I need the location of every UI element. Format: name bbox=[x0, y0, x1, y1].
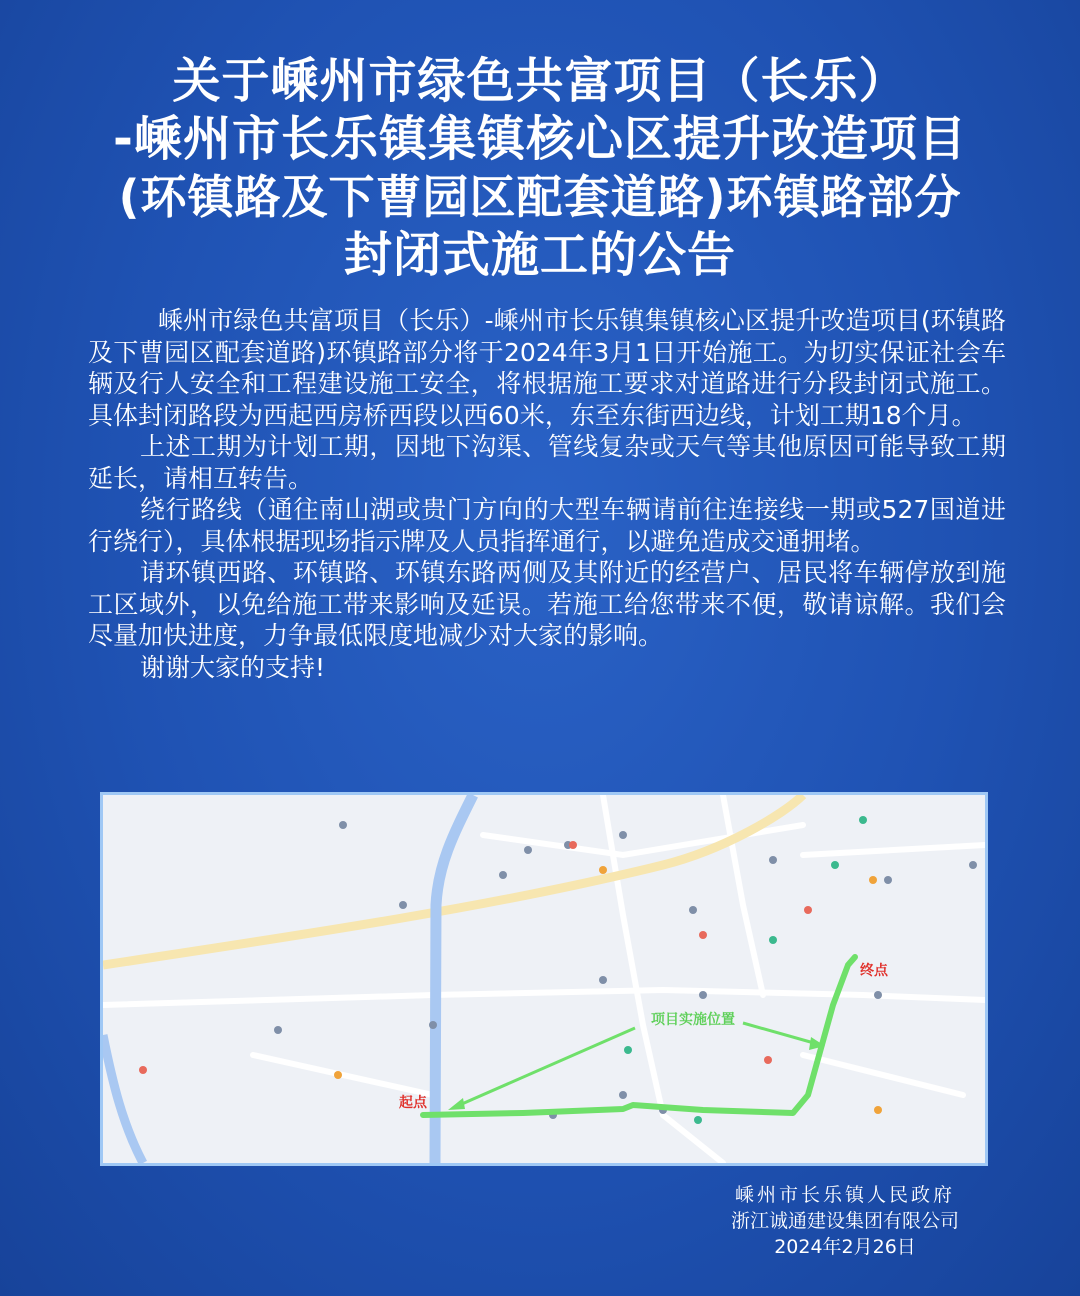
title-line-2: -嵊州市长乐镇集镇核心区提升改造项目 bbox=[113, 111, 967, 167]
issue-date: 2024年2月26日 bbox=[774, 1236, 916, 1258]
paragraph-2: 上述工期为计划工期，因地下沟渠、管线复杂或天气等其他原因可能导致工期延长，请相互转告。 bbox=[88, 432, 1006, 493]
title-line-4: 封闭式施工的公告 bbox=[343, 227, 736, 283]
start-label: 起点 bbox=[399, 1095, 427, 1111]
notice-title bbox=[70, 52, 1010, 284]
paragraph-3: 绕行路线（通往南山湖或贵门方向的大型车辆请前往连接线一期或527国道进行绕行），具体根据现场指示牌及人员指挥通行，以避免造成交通拥堵。 bbox=[88, 495, 1006, 556]
end-label: 终点 bbox=[860, 963, 888, 979]
paragraph-4: 请环镇西路、环镇路、环镇东路两侧及其附近的经营户、居民将车辆停放到施工区域外，以免给施工带来影响及延误。若施工给您带来不便，敬请谅解。我们会尽量加快进度，力争最低限度地减少对大家的影响。 bbox=[88, 558, 1006, 650]
paragraph-1: 嵊州市绿色共富项目（长乐）-嵊州市长乐镇集镇核心区提升改造项目(环镇路及下曹园区配套道路)环镇路部分将于2024年3月1日开始施工。为切实保证社会车辆及行人安全和工程建设施工安全，将根据施工要求对道路进行分段封闭式施工。具体封闭路段为西起西房桥西段以西60米，东至东街西边线，计划工期18个月。 bbox=[88, 306, 1006, 430]
issuer-company: 浙江诚通建设集团有限公司 bbox=[730, 1210, 959, 1232]
issuer-government: 嵊州市长乐镇人民政府 bbox=[734, 1184, 955, 1206]
construction-map bbox=[100, 792, 988, 1166]
project-location-label: 项目实施位置 bbox=[651, 1012, 735, 1028]
map-graphic bbox=[103, 795, 985, 1163]
title-line-1: 关于嵊州市绿色共富项目（长乐） bbox=[172, 53, 908, 109]
paragraph-5: 谢谢大家的支持! bbox=[140, 652, 326, 682]
notice-footer bbox=[700, 1182, 990, 1260]
title-line-3: (环镇路及下曹园区配套道路)环镇路部分 bbox=[118, 170, 962, 224]
notice-body bbox=[88, 305, 1006, 683]
